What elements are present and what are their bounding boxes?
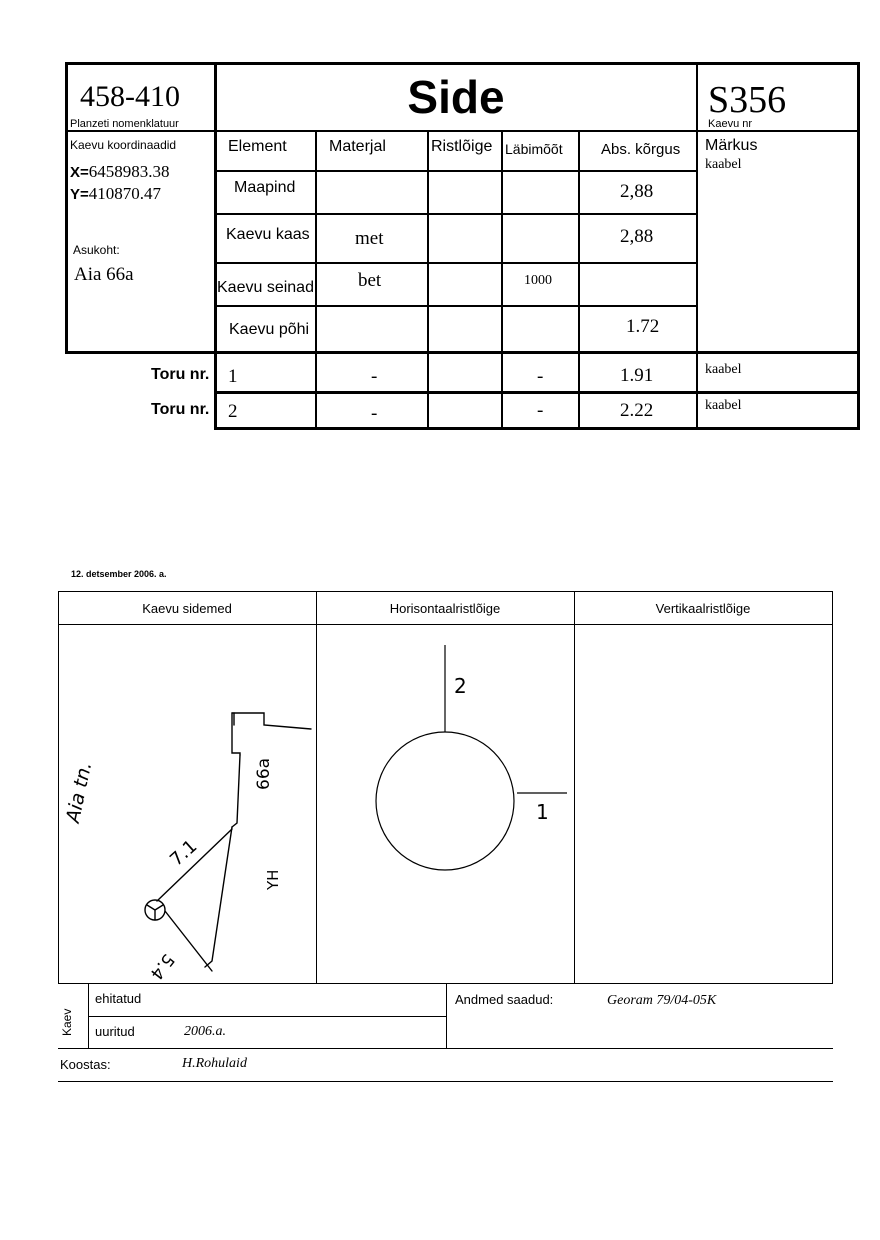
well-number-label: Kaevu nr	[708, 118, 753, 130]
row-height-ground: 2,88	[620, 181, 654, 202]
col-header-diameter: Läbimõõt	[505, 141, 563, 157]
col-header-remark: Märkus	[705, 137, 758, 154]
sketch-date: 12. detsember 2006. a.	[71, 569, 167, 579]
row-material-cover: met	[355, 228, 384, 249]
remark-top-value: kaabel	[705, 157, 742, 172]
pipe-material-1: -	[371, 366, 378, 387]
surveyed-label: uuritud	[95, 1024, 135, 1039]
pipe-label-2-sketch: 2	[454, 674, 467, 698]
col-header-material: Materjal	[329, 138, 386, 155]
pipe-remark-2: kaabel	[705, 398, 742, 413]
sketch-label-street: Aia tn.	[62, 759, 97, 825]
location-value: Aia 66a	[74, 264, 134, 285]
col-header-abs-height: Abs. kõrgus	[601, 141, 681, 158]
x-label: X=	[70, 164, 89, 181]
pipe-height-1: 1.91	[620, 365, 654, 386]
pipe-label-2: Toru nr.	[151, 401, 210, 418]
built-label: ehitatud	[95, 991, 142, 1006]
pipe-number-2: 2	[228, 401, 238, 422]
col-header-element: Element	[228, 138, 287, 155]
row-height-cover: 2,88	[620, 226, 654, 247]
sketch-label-distance-2: 5.4	[145, 949, 178, 984]
sketch-label-house: 66a	[254, 757, 274, 790]
panel-title-vertical: Vertikaalristlõige	[655, 601, 751, 616]
y-label: Y=	[70, 186, 89, 203]
y-value: 410870.47	[88, 184, 162, 203]
sketch-label-building: YH	[264, 869, 282, 890]
site-sketch	[59, 625, 316, 982]
row-element-cover: Kaevu kaas	[226, 226, 310, 243]
pipe-height-2: 2.22	[620, 400, 654, 421]
location-label: Asukoht:	[73, 243, 120, 257]
page-title: Side	[407, 71, 505, 123]
pipe-diameter-1: -	[537, 366, 544, 387]
compiled-value: H.Rohulaid	[182, 1056, 247, 1071]
x-value: 6458983.38	[88, 162, 170, 181]
data-source-value: Georam 79/04-05K	[607, 993, 717, 1008]
data-source-label: Andmed saadud:	[455, 992, 554, 1007]
x-coordinate	[70, 162, 170, 182]
pipe-number-1: 1	[228, 366, 238, 387]
pipe-label-1: Toru nr.	[151, 366, 210, 383]
nomenclature-label: Planzeti nomenklatuur	[70, 118, 179, 130]
sketch-label-distance-1: 7.1	[166, 835, 202, 871]
row-element-walls: Kaevu seinad	[217, 279, 314, 296]
well-number: S356	[708, 79, 787, 121]
panel-title-links: Kaevu sidemed	[142, 601, 232, 616]
pipe-remark-1: kaabel	[705, 362, 742, 377]
row-diameter-walls: 1000	[524, 273, 552, 288]
nomenclature-value: 458-410	[80, 80, 180, 113]
well-side-label: Kaev	[60, 1008, 74, 1036]
row-element-bottom: Kaevu põhi	[229, 321, 310, 338]
coordinates-label: Kaevu koordinaadid	[70, 138, 177, 152]
row-material-walls: bet	[358, 270, 382, 291]
pipe-label-1-sketch: 1	[536, 800, 549, 824]
panel-title-horizontal: Horisontaalristlõige	[389, 601, 501, 616]
pipe-diameter-2: -	[537, 400, 544, 421]
row-height-bottom: 1.72	[626, 316, 660, 337]
row-element-ground: Maapind	[234, 179, 296, 196]
col-header-cross-section: Ristlõige	[431, 138, 493, 155]
pipe-material-2: -	[371, 403, 378, 424]
surveyed-value: 2006.a.	[184, 1024, 226, 1039]
y-coordinate	[70, 184, 161, 204]
compiled-label: Koostas:	[60, 1057, 111, 1072]
